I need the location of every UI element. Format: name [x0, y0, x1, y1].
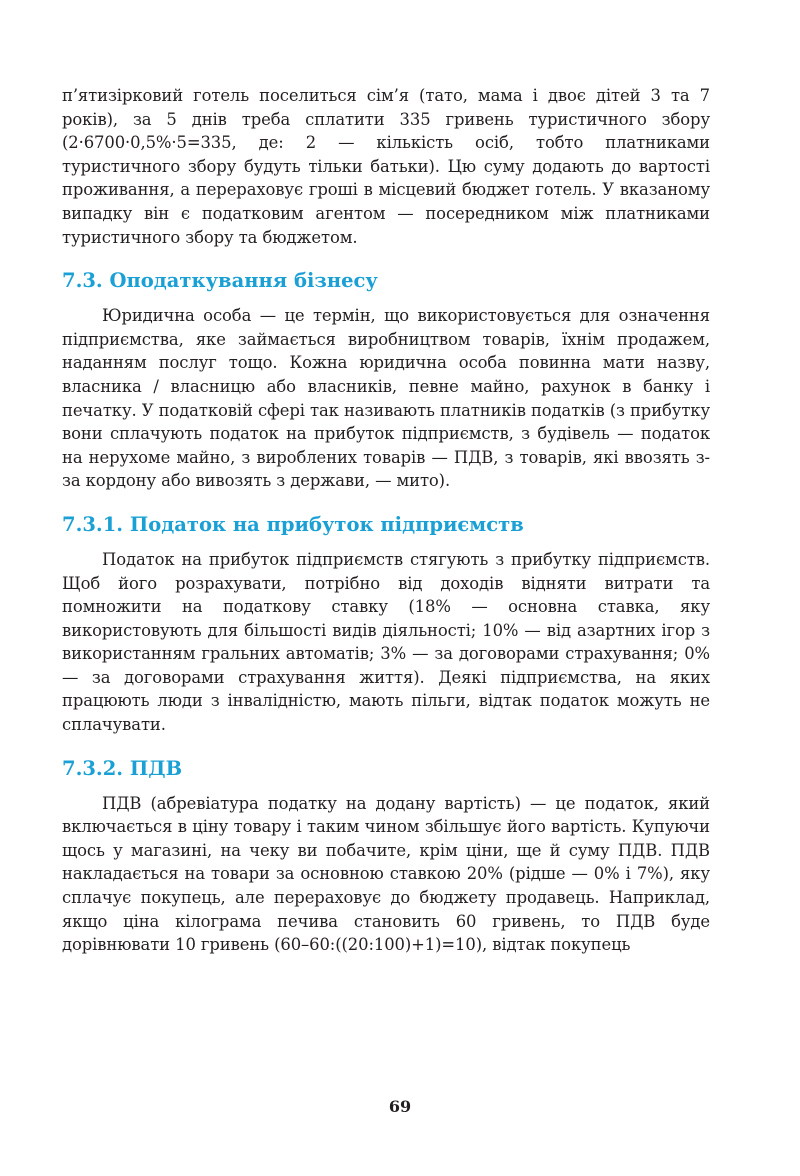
section-paragraph-7-3: Юридична особа — це термін, що використовується для означення підприємства, яке займається виробництвом товарів, їхнім продажем, наданням послуг тощо. Кожна юридична особа повинна мати назву, власника / власницю або власників, певне майно, рахунок в банку і печатку. У податковій сфері так називають платників податків (з прибутку вони сплачують податок на прибуток підприємств, з будівель — податок на нерухоме майно, з вироблених товарів — ПДВ, з товарів, які ввозять з-за кордону або вивозять з держави, — мито). [62, 306, 710, 491]
intro-paragraph: п’ятизірковий готель поселиться сім’я (тато, мама і двоє дітей 3 та 7 років), за 5 днів треба сплатити 335 гривень туристичного збору (2·6700·0,5%·5=335, де: 2 — кількість осіб, тобто платниками туристичного збору будуть тільки батьки). Цю суму додають до вартості проживання, а перераховує гроші в місцевий бюджет готель. У вказаному випадку він є податковим агентом — посередником між платниками туристичного збору та бюджетом. [62, 86, 710, 247]
page-number: 69 [388, 1097, 412, 1116]
section-paragraph-7-3-1: Податок на прибуток підприємств стягують з прибутку підприємств. Щоб його розрахувати, потрібно від доходів відняти витрати та помножити на податкову ставку (18% — основна ставка, яку використовують для більшості видів діяльності; 10% — від азартних ігор з використанням гральних автоматів; 3% — за договорами страхування; 0% — за договорами страхування життя). Деякі підприємства, на яких працюють люди з інвалідністю, мають пільги, відтак податок можуть не сплачувати. [62, 549, 710, 735]
section-heading-7-3-2: 7.3.2. ПДВ [62, 756, 183, 780]
section-paragraph-7-3-2: ПДВ (абревіатура податку на додану вартість) — це податок, який включається в ціну товару і таким чином збільшує його вартість. Купуючи щось у магазині, на чеку ви побачите, крім ціни, ще й суму ПДВ. ПДВ накладається на товари за основною ставкою 20% (рідше — 0% і 7%), яку сплачує покупець, але перераховує до бюджету продавець. Наприклад, якщо ціна кілограма печива становить 60 гривень, то ПДВ буде дорівнювати 10 гривень (60–60:((20:100)+1)=10), відтак покупець [62, 793, 710, 955]
section-heading-7-3: 7.3. Оподаткування бізнесу [62, 269, 378, 293]
page-content [62, 84, 710, 957]
section-heading-7-3-1: 7.3.1. Податок на прибуток підприємств [62, 512, 524, 536]
